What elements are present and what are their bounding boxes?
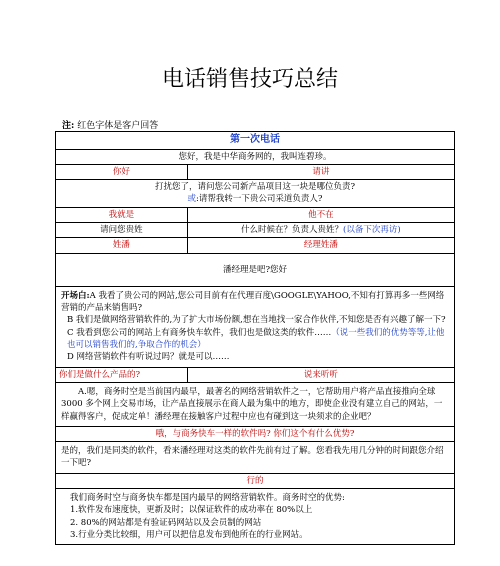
reply-what-product: 你们是做什么产品的? [56, 367, 188, 382]
opening-d: D 网络营销软件有听说过吗？就是可以…… [67, 352, 230, 363]
ask-surname: 请问您贵姓 [56, 223, 188, 238]
greeting-row: 您好，我是中华商务网的，我叫连碧珍。 [56, 149, 455, 164]
answer-same-kind: 是的，我们是同类的软件，看来潘经理对这类的软件先前有过了解。您看我先用几分钟的时间跟您介绍一下吧? [56, 442, 455, 474]
ask-transfer [59, 193, 451, 205]
opening-a [61, 290, 449, 315]
opening-c [61, 327, 449, 352]
reply-ok: 行的 [56, 473, 455, 488]
note [62, 118, 158, 131]
ask-responsible: 打扰您了，请问您公司新产品项目这一块是哪位负责? [154, 182, 356, 193]
reply-manager-pan: 经理姓潘 [187, 238, 454, 253]
reply-its-me: 我就是 [56, 207, 188, 222]
reply-tell-me: 说来听听 [187, 367, 454, 382]
ask-row [56, 180, 455, 208]
ask-or: 或 [187, 194, 197, 205]
page-title: 电话销售技巧总结 [161, 67, 338, 92]
section-heading: 第一次电话 [56, 132, 455, 150]
advantage-1: 1.软件发布速度快，更新及时；以保证软件的成功率在 80%以上 [70, 505, 313, 516]
opening-b: B 我们是做网络营销软件的,为了扩大市场份额,想在当地找一家合作伙伴,不知您是否有兴趣了解一下? [67, 315, 446, 326]
script-table [55, 131, 455, 545]
opening-block [56, 286, 455, 367]
advantages-intro: 我们商务时空与商务快车都是国内最早的网络营销软件。商务时空的优势: [70, 493, 345, 504]
opening-label: 开场白: [61, 290, 90, 301]
ask-when [187, 223, 454, 238]
manager-greeting: 潘经理是吧?您好 [56, 253, 455, 286]
answer-a: A.嗯，商务时空是当前国内最早，最著名的网络营销软件之一，它帮助用户将产品直接推向全球 3000 多个网上交易市场，让产品直接展示在商人最为集中的地方，即使企业没有建立自己的网站，一样赢得客户，促成定单！潘经理在接触客户过程中应也有碰到这一块须求的企业吧？ [56, 382, 455, 426]
note-label: 注: [62, 121, 75, 131]
advantage-2: 2. 80%的网站都是有验证码网站以及会员制的网站 [70, 517, 262, 528]
ask-transfer-text: :请帮我转一下贵公司采道负责人? [196, 194, 323, 205]
ask-when-text: 什么时候在？负责人贵姓？ [241, 225, 344, 236]
advantage-3: 3.行业分类比较细，用户可以把信息发布到他所在的行业网站。 [70, 530, 308, 540]
advantages-block [56, 489, 455, 545]
reply-surname-pan: 姓潘 [56, 238, 188, 253]
reply-please-speak: 请讲 [187, 164, 454, 179]
opening-a-text: A 我看了贵公司的网站,您公司目前有在代理百度\GOOGLE\YAHOO,不知有打算再多一些网络营销的产品来销售吗? [61, 290, 445, 313]
note-text: 红色字体是客户回答 [77, 121, 159, 131]
ask-when-note: (以备下次再访) [343, 225, 401, 236]
reply-hello: 你好 [56, 164, 188, 179]
opening-c-text: C 我看到您公司的网站上有商务快车软件，我们也是做这类的软件…… [67, 327, 332, 338]
reply-not-here: 他不在 [187, 207, 454, 222]
opening-c-note: （说一些我们的优势等等,让他也可以销售我们的,争取合作的机会） [67, 327, 445, 350]
reply-advantage: 哦，与商务快车一样的软件吗? 你们这个有什么优势? [56, 426, 455, 441]
